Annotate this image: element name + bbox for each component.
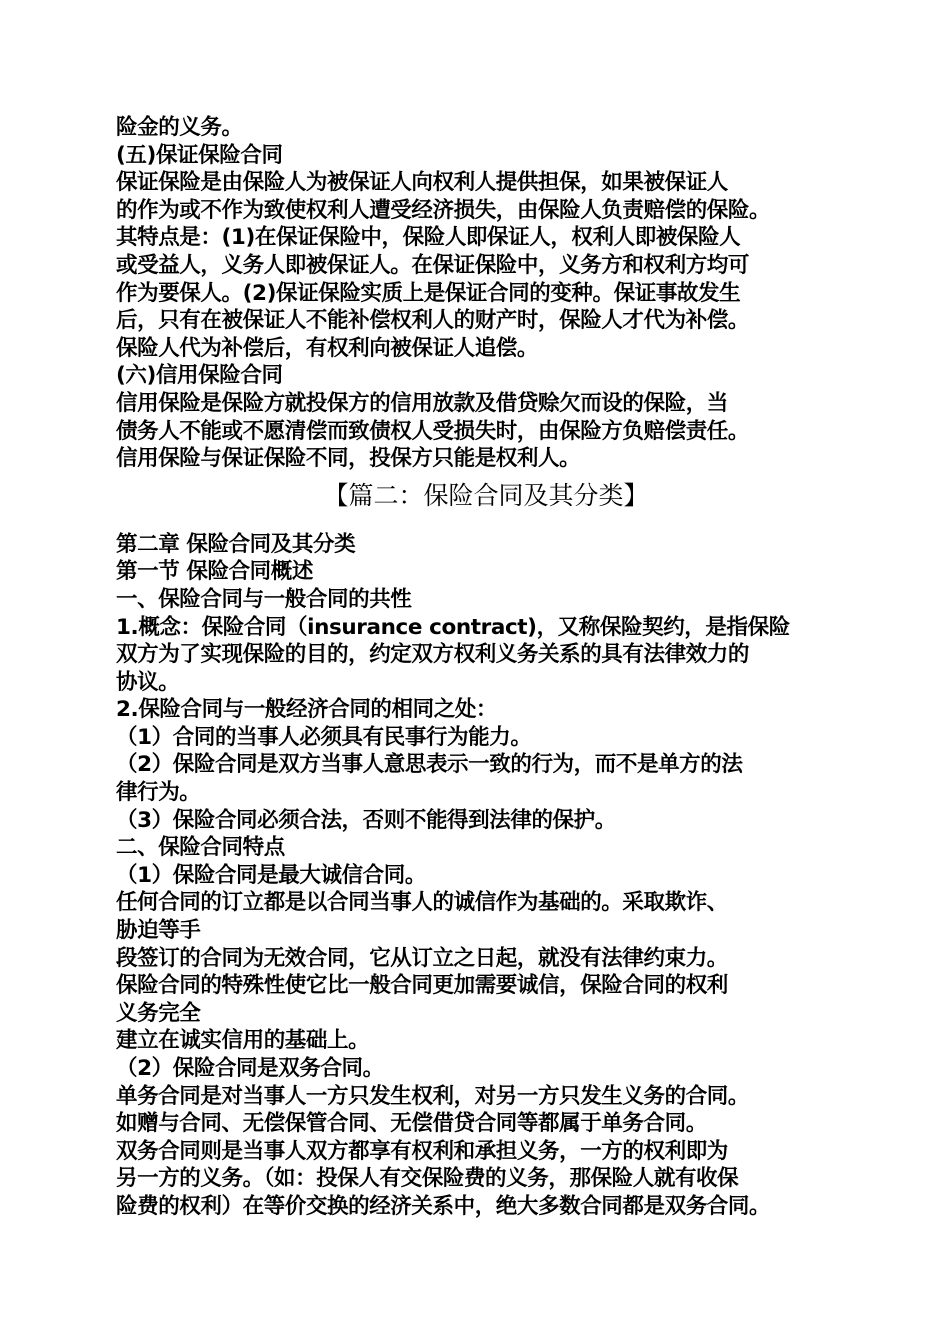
text-line: 保证保险是由保险人为被保证人向权利人提供担保，如果被保证人 xyxy=(116,170,728,196)
text-line: （3）保险合同必须合法，否则不能得到法律的保护。 xyxy=(116,807,616,833)
text-line: 建立在诚实信用的基础上。 xyxy=(116,1028,370,1054)
text-line: 其特点是：(1)在保证保险中，保险人即保证人，权利人即被保险人 xyxy=(116,225,741,251)
text-line: （1）合同的当事人必须具有民事行为能力。 xyxy=(116,724,532,750)
text-line: 信用保险是保险方就投保方的信用放款及借贷赊欠而设的保险，当 xyxy=(116,390,728,416)
text-line: 的作为或不作为致使权利人遭受经济损失，由保险人负责赔偿的保险。 xyxy=(116,197,771,223)
document-body xyxy=(116,114,856,1221)
text-line: （2）保险合同是双方当事人意思表示一致的行为，而不是单方的法 xyxy=(116,752,743,778)
text-line: 作为要保人。(2)保证保险实质上是保证合同的变种。保证事故发生 xyxy=(116,280,741,306)
text-line: 第二章 保险合同及其分类 xyxy=(116,531,356,557)
text-line: 险金的义务。 xyxy=(116,115,243,140)
text-line: 胁迫等手 xyxy=(116,918,201,944)
text-line: 双务合同则是当事人双方都享有权利和承担义务，一方的权利即为 xyxy=(116,1138,728,1164)
text-line: 保险人代为补偿后，有权利向被保证人追偿。 xyxy=(116,335,539,361)
text-line: 段签订的合同为无效合同，它从订立之日起，就没有法律约束力。 xyxy=(116,945,728,971)
text-line: 二、保险合同特点 xyxy=(116,835,285,861)
text-line: 义务完全 xyxy=(116,1000,201,1026)
text-line: 1.概念：保险合同（insurance contract)，又称保险契约，是指保险 xyxy=(116,614,790,640)
text-line: (六)信用保险合同 xyxy=(116,363,283,389)
text-line: 保险合同的特殊性使它比一般合同更加需要诚信，保险合同的权利 xyxy=(116,973,728,999)
text-line: 任何合同的订立都是以合同当事人的诚信作为基础的。采取欺诈、 xyxy=(116,890,728,916)
text-line: (五)保证保险合同 xyxy=(116,142,283,168)
section-guarantee-credit-insurance xyxy=(116,114,856,473)
text-line: 债务人不能或不愿清偿而致债权人受损失时，由保险方负赔偿责任。 xyxy=(116,418,750,444)
section-title: 【篇二：保险合同及其分类】 xyxy=(323,480,649,510)
text-line: 律行为。 xyxy=(116,780,201,806)
text-line: 后，只有在被保证人不能补偿权利人的财产时，保险人才代为补偿。 xyxy=(116,308,750,334)
text-line: 如赠与合同、无偿保管合同、无偿借贷合同等都属于单务合同。 xyxy=(116,1111,707,1137)
text-line: 双方为了实现保险的目的，约定双方权利义务关系的具有法律效力的 xyxy=(116,642,750,668)
text-line: 险费的权利）在等价交换的经济关系中，绝大多数合同都是双务合同。 xyxy=(116,1193,771,1219)
section-insurance-contract-classification xyxy=(116,531,856,1221)
text-line: 信用保险与保证保险不同，投保方只能是权利人。 xyxy=(116,446,581,472)
text-line: 另一方的义务。（如：投保人有交保险费的义务，那保险人就有收保 xyxy=(116,1166,739,1192)
text-line: 单务合同是对当事人一方只发生权利，对另一方只发生义务的合同。 xyxy=(116,1083,750,1109)
text-line: 协议。 xyxy=(116,669,180,695)
text-line: 2.保险合同与一般经济合同的相同之处： xyxy=(116,697,498,723)
text-line: 第一节 保险合同概述 xyxy=(116,559,313,585)
text-line: （2）保险合同是双务合同。 xyxy=(116,1056,384,1081)
text-line: 一、保险合同与一般合同的共性 xyxy=(116,586,412,612)
text-line: 或受益人，义务人即被保证人。在保证保险中，义务方和权利方均可 xyxy=(116,252,750,278)
text-line: （1）保险合同是最大诚信合同。 xyxy=(116,862,426,888)
